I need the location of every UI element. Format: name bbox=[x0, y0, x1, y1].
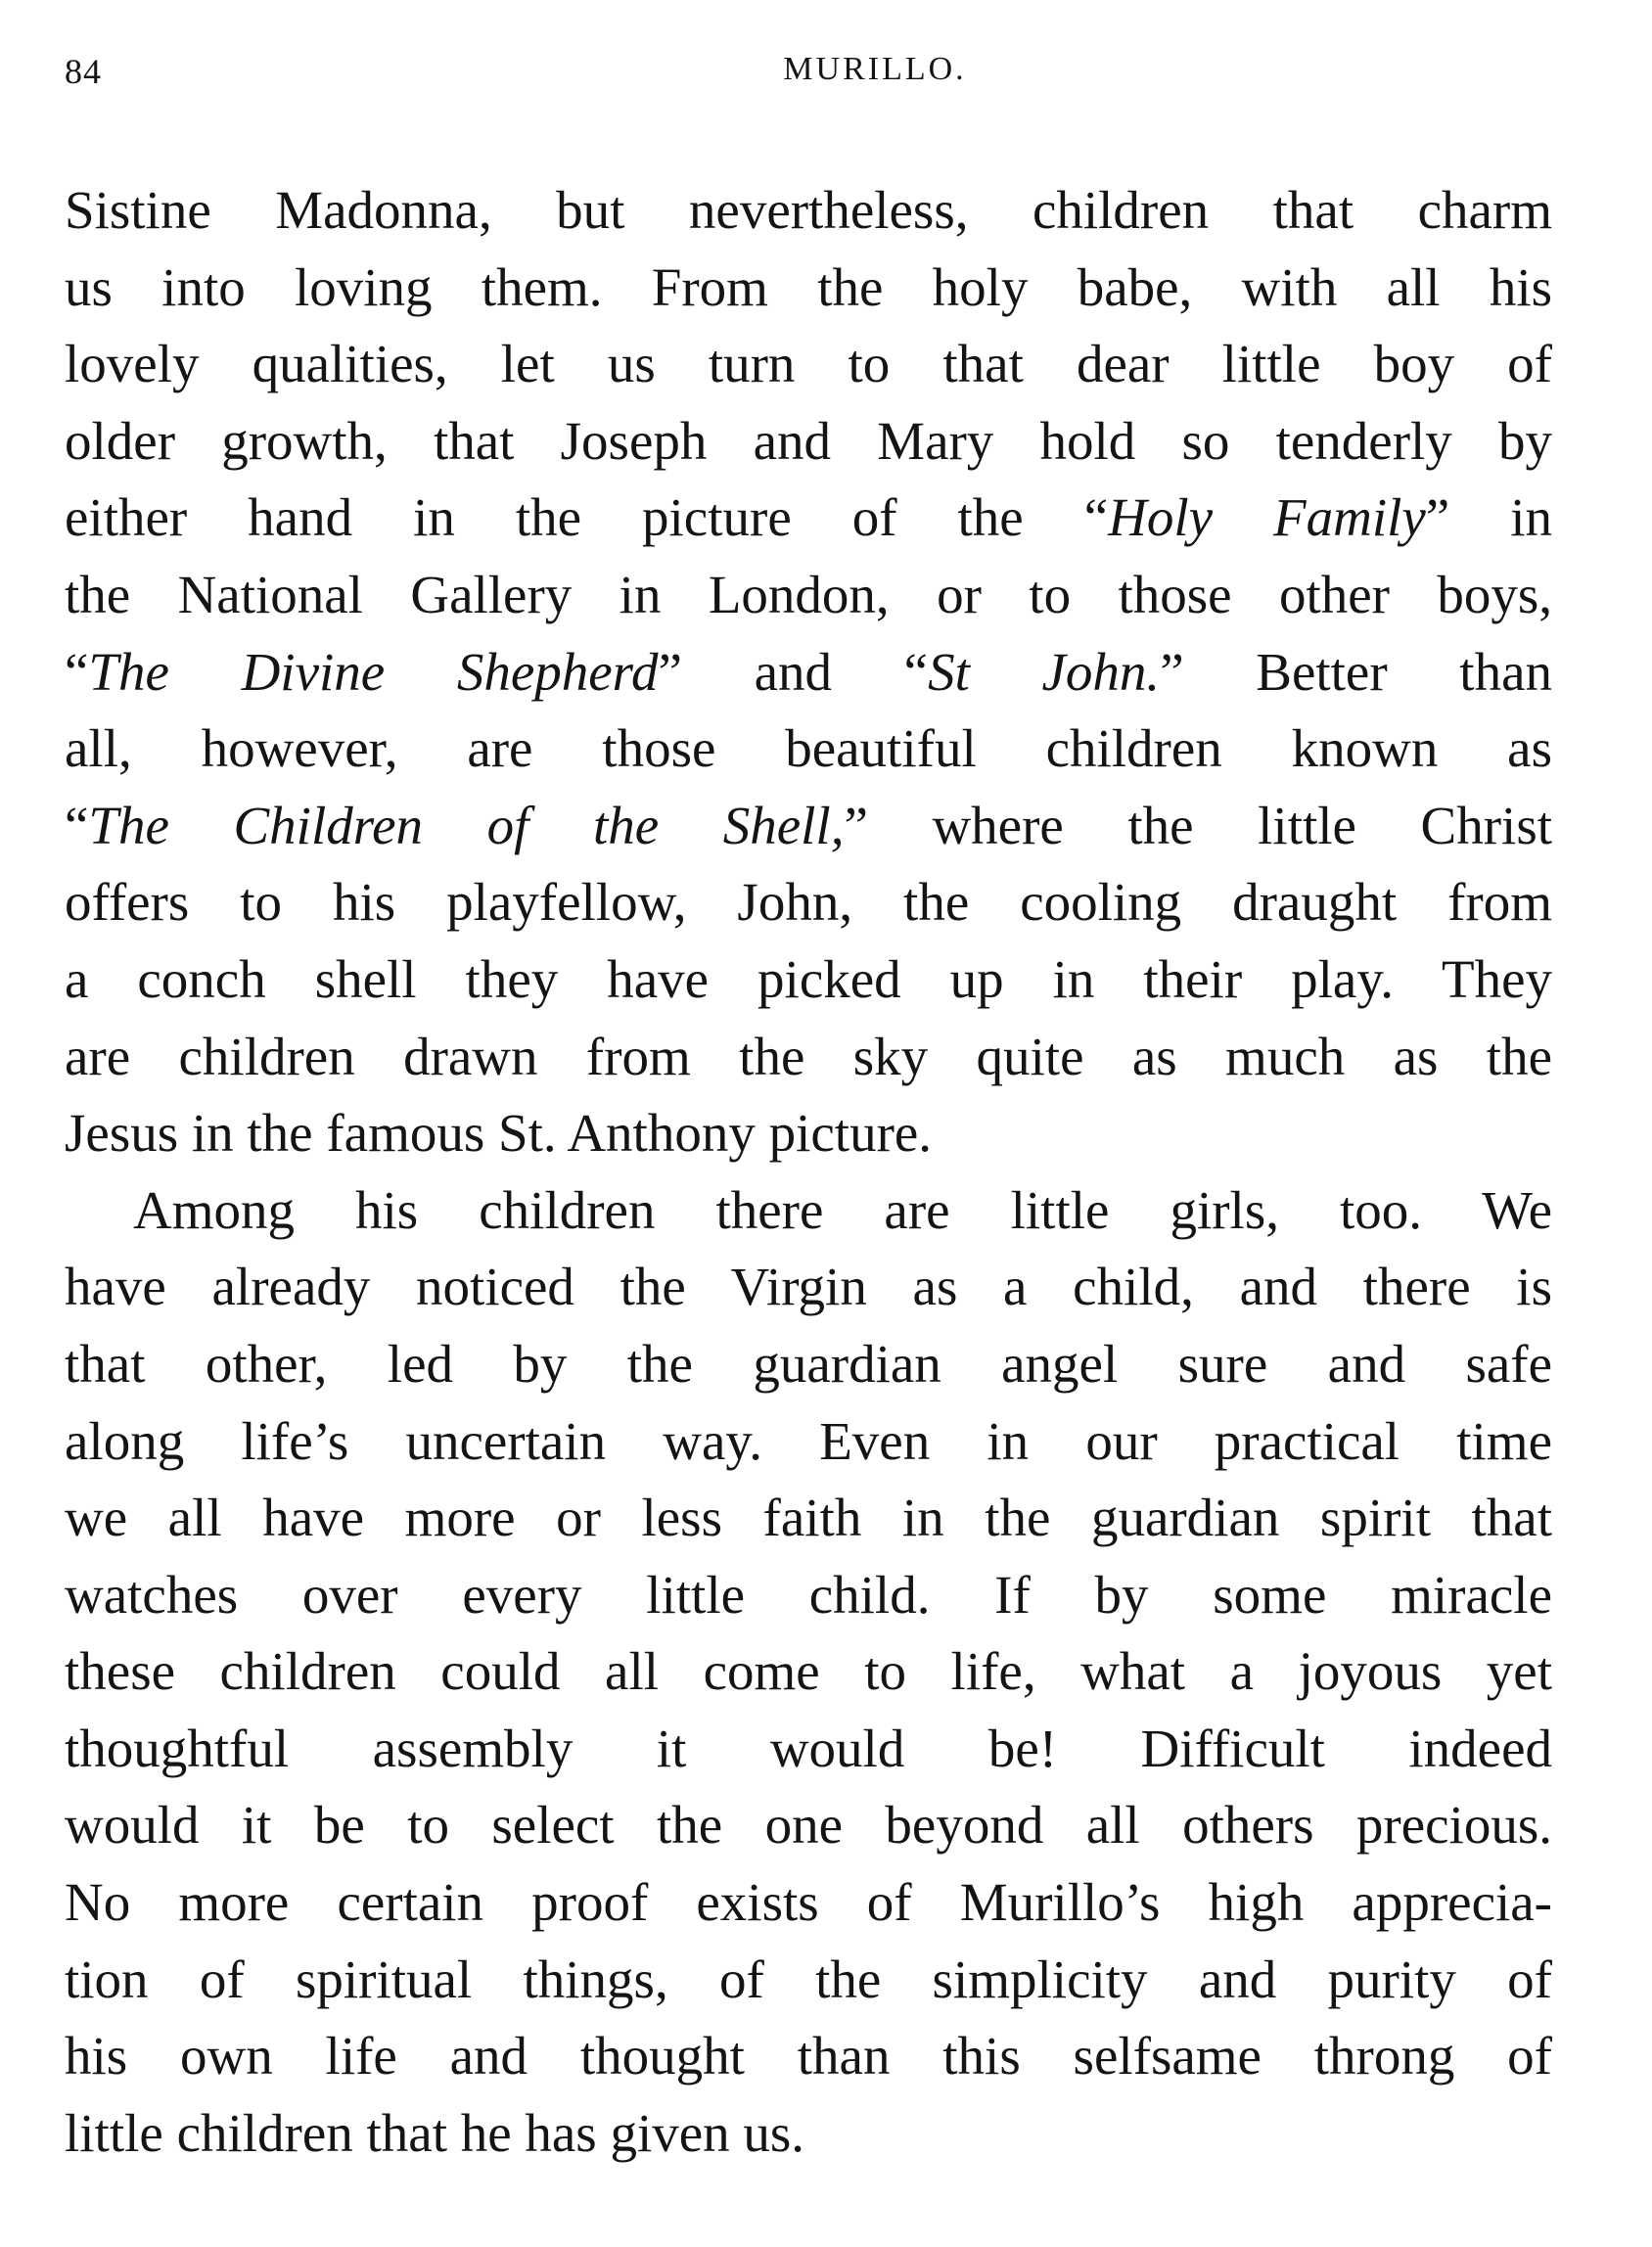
text-run: along life’s uncertain way. Even in our practical time bbox=[65, 1410, 1552, 1471]
paragraph-2-line bbox=[65, 1633, 1552, 1711]
text-run: offers to his playfellow, John, the cooling draught from bbox=[65, 872, 1552, 933]
paragraph-1-line bbox=[65, 941, 1552, 1019]
text-run: watches over every little child. If by some miracle bbox=[65, 1564, 1552, 1625]
running-title: MURILLO. bbox=[783, 51, 967, 87]
paragraph-2-line bbox=[65, 1711, 1552, 1788]
text-run: little children that he has given us. bbox=[65, 2102, 805, 2163]
text-run: ” and “ bbox=[658, 641, 929, 702]
paragraph-1-line bbox=[65, 403, 1552, 481]
paragraph-1-line bbox=[65, 711, 1552, 788]
paragraph-2-line bbox=[65, 1249, 1552, 1326]
text-run: older growth, that Joseph and Mary hold so tenderly by bbox=[65, 410, 1552, 471]
paragraph-1-line bbox=[65, 480, 1552, 557]
text-run: a conch shell they have picked up in their play. They bbox=[65, 948, 1552, 1009]
italic-title: Holy Family bbox=[1108, 487, 1426, 548]
text-run: No more certain proof exists of Murillo’s high apprecia- bbox=[65, 1872, 1552, 1933]
paragraph-2-line bbox=[65, 1787, 1552, 1864]
italic-title: The Divine Shepherd bbox=[88, 641, 659, 702]
page-number: 84 bbox=[65, 52, 102, 91]
text-run: Sistine Madonna, but nevertheless, children that charm bbox=[65, 180, 1552, 240]
text-run: these children could all come to life, what a joyous yet bbox=[65, 1641, 1552, 1702]
text-run: that other, led by the guardian angel sure and safe bbox=[65, 1333, 1552, 1394]
paragraph-1-line bbox=[65, 634, 1552, 711]
running-head bbox=[65, 51, 1587, 100]
text-run: all, however, are those beautiful children known as bbox=[65, 718, 1552, 779]
text-run: the National Gallery in London, or to those other boys, bbox=[65, 564, 1552, 624]
text-run: his own life and thought than this selfsame throng of bbox=[65, 2026, 1552, 2086]
text-run: “ bbox=[65, 795, 89, 855]
paragraph-2-line bbox=[65, 1942, 1552, 2019]
paragraph-1-line bbox=[65, 172, 1552, 250]
paragraph-1-line bbox=[65, 326, 1552, 403]
paragraph-2-line bbox=[65, 1326, 1552, 1403]
paragraph-1-line bbox=[65, 250, 1552, 327]
paragraph-2-line bbox=[65, 1480, 1552, 1557]
text-run: Among his children there are little girls, too. We bbox=[133, 1179, 1552, 1240]
body-text bbox=[65, 172, 1552, 2172]
paragraph-2-line bbox=[65, 2095, 1552, 2173]
italic-title: St John. bbox=[928, 641, 1161, 702]
text-run: have already noticed the Virgin as a child, and there is bbox=[65, 1257, 1552, 1317]
text-run: would it be to select the one beyond all others precious. bbox=[65, 1795, 1552, 1856]
paragraph-1-line bbox=[65, 864, 1552, 941]
text-run: ” where the little Christ bbox=[844, 795, 1553, 855]
paragraph-1-line bbox=[65, 1019, 1552, 1096]
text-run: are children drawn from the sky quite as much as the bbox=[65, 1026, 1552, 1086]
paragraph-2-line bbox=[65, 1403, 1552, 1481]
paragraph-2-line bbox=[65, 1557, 1552, 1634]
paragraph-1-line bbox=[65, 1095, 1552, 1172]
text-run: ” Better than bbox=[1160, 641, 1552, 702]
text-run: either hand in the picture of the “ bbox=[65, 487, 1109, 548]
text-run: we all have more or less faith in the guardian spirit that bbox=[65, 1488, 1552, 1548]
text-run: tion of spiritual things, of the simplicity and purity of bbox=[65, 1949, 1552, 2009]
text-run: lovely qualities, let us turn to that dear little boy of bbox=[65, 334, 1552, 394]
paragraph-2-line bbox=[65, 1172, 1552, 1250]
text-run: us into loving them. From the holy babe, with all his bbox=[65, 256, 1552, 317]
paragraph-1-line bbox=[65, 557, 1552, 634]
paragraph-1-line bbox=[65, 788, 1552, 865]
text-run: ” in bbox=[1425, 487, 1552, 548]
text-run: Jesus in the famous St. Anthony picture. bbox=[65, 1103, 933, 1164]
italic-title: The Children of the Shell, bbox=[88, 795, 845, 855]
paragraph-2-line bbox=[65, 2018, 1552, 2095]
text-run: “ bbox=[65, 641, 89, 702]
text-run: thoughtful assembly it would be! Difficult indeed bbox=[65, 1718, 1552, 1778]
paragraph-2-line bbox=[65, 1864, 1552, 1942]
